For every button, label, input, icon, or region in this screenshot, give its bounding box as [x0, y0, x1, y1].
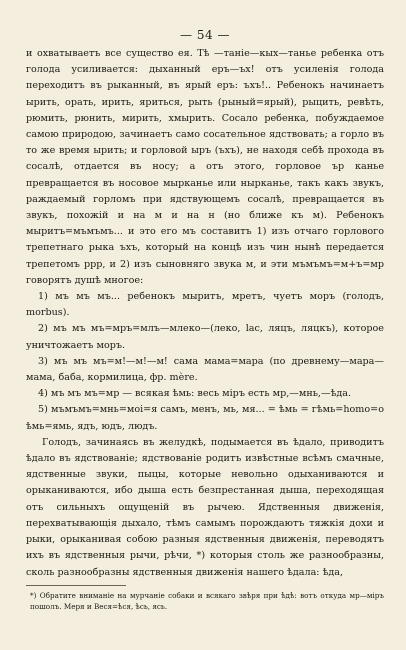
footnote: *) Обратите вниманіе на мурчаніе собаки и всякаго звѣря при ѣдѣ: вотъ откуда мр—міръ пошолъ. Меря и Веся=ѣся, ѣсь, ясь.	[30, 590, 384, 611]
paragraph-intro: и охватываетъ все существо ея. Тѣ —таніе—кых—танье ребенка отъ голода усиливается: дыханный еръ—ъх! отъ усиленія голода переходитъ въ рыканный, въ ярый еръ: ъхъ!.. Ребенокъ начинаетъ ырить, орать, ирить, яриться, рыть (рыный=ярый), рыцить, ревѣть, рюмить, рюнить, мирить, хмырить. Сосало ребенка, побуждаемое самою природою, зачинаетъ само сосательное ядствовать; а горло въ то же время ырить; и горловой ыръ (ъхъ), не находя себѣ прохода въ сосалѣ, отдается въ носу; а отъ этого, горловое ър канье превращается въ носовое мырканье или нырканье, такъ какъ звукъ, раждаемый горломъ при ядствующемъ сосалѣ, превращается въ звукъ, похожій и на м и на н (но ближе къ м). Ребенокъ мыритъ=мъмъмъ... и это его мъ составитъ 1) изъ отчаго горлового трепетнаго рыка ъхъ, который на концѣ изъ чин нынѣ передается трепетомъ ррр, и 2) изъ сыновняго звука м, и эти мъмъмъ=м+ъ=мр говорятъ душѣ многое:	[26, 48, 384, 286]
footnote-divider	[26, 585, 126, 586]
list-item-5: 5) мъмъмъ=мнь=моі=я самъ, менъ, мь, мя... = ѣмь = гѣмь=homo=о ѣмь=ямь, ядъ, юдъ, людъ.	[26, 404, 384, 432]
list-item-2: 2) мъ мъ мъ=мръ=млъ—млеко—(лeко, lac, ляцъ, ляцкъ), которое уничтожаетъ моръ.	[26, 323, 384, 351]
paragraph-hunger: Голодъ, зачинаясь въ желудкѣ, подымается въ ѣдало, приводитъ ѣдало въ ядствованіе; ядствованіе родитъ извѣстные всѣмъ смачные, ядственные звуки, пыцы, которые невольно одыханиваются и орыканиваются, ибо дыша есть безпрестанная дыша, переходящая отъ сильныхъ ощущеній въ рычею. Ядственныя движенія, перехватывающія дыхало, тѣмъ самымъ порождаютъ тяжкія дохи и рыки, орыканивая собою разныя ядственныя движенія, переводятъ ихъ въ ядственныя рычи, рѣчи, *) которыя столь же разнообразны, сколь разнообразны ядственныя движенія нашего ѣдала: ѣда,	[26, 436, 384, 578]
main-text	[26, 46, 384, 581]
list-item-3: 3) мъ мъ мъ=м!—м!—м! сама мама=мара (по древнему—мара—мама, баба, кормилица, фр. mère.	[26, 355, 384, 384]
page-number: — 54 —	[180, 28, 230, 42]
list-item-1: 1) мъ мъ мъ... ребенокъ мыритъ, мретъ, чуетъ моръ (голодъ, morbus).	[26, 291, 384, 319]
list-item-4: 4) мъ мъ мъ=мр — всякая ѣмь: весь міръ есть мр,—мнь,—ѣда.	[38, 388, 352, 400]
